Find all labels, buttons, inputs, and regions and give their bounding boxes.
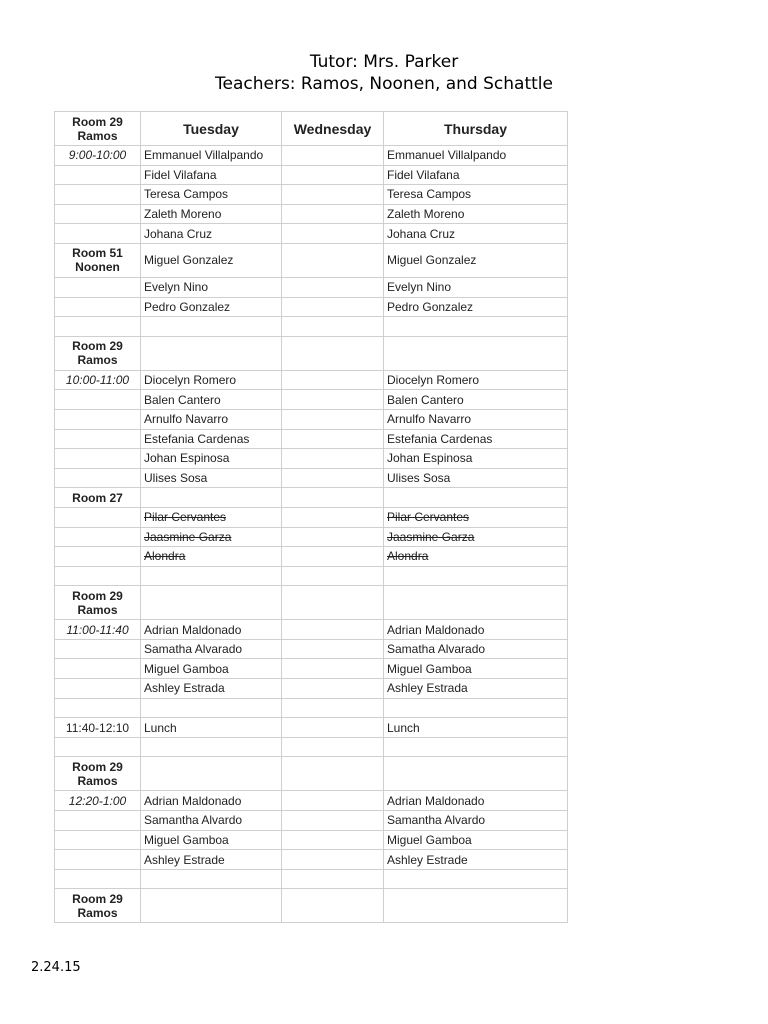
teachers-title: Teachers: Ramos, Noonen, and Schattle bbox=[215, 74, 553, 94]
thursday-cell: Evelyn Nino bbox=[384, 277, 568, 297]
thursday-cell: Lunch bbox=[384, 718, 568, 738]
tuesday-cell bbox=[141, 737, 282, 757]
row-label-cell bbox=[55, 869, 141, 889]
tuesday-cell: Alondra bbox=[141, 547, 282, 567]
thursday-cell: Diocelyn Romero bbox=[384, 370, 568, 390]
table-row bbox=[55, 185, 568, 205]
row-label-cell: 9:00-10:00 bbox=[55, 146, 141, 166]
thursday-cell: Estefania Cardenas bbox=[384, 429, 568, 449]
table-row bbox=[55, 679, 568, 699]
wednesday-cell bbox=[282, 639, 384, 659]
row-label-cell bbox=[55, 204, 141, 224]
row-label-cell bbox=[55, 507, 141, 527]
table-row bbox=[55, 146, 568, 166]
table-row bbox=[55, 336, 568, 370]
tuesday-cell: Johan Espinosa bbox=[141, 449, 282, 469]
tuesday-cell bbox=[141, 317, 282, 337]
wednesday-cell bbox=[282, 277, 384, 297]
wednesday-cell bbox=[282, 370, 384, 390]
tuesday-cell bbox=[141, 757, 282, 791]
row-label-cell bbox=[55, 185, 141, 205]
wednesday-cell bbox=[282, 586, 384, 620]
wednesday-cell bbox=[282, 336, 384, 370]
schedule-table bbox=[54, 111, 568, 923]
wednesday-cell bbox=[282, 468, 384, 488]
row-label-cell bbox=[55, 659, 141, 679]
row-label-cell bbox=[55, 566, 141, 586]
wednesday-cell bbox=[282, 429, 384, 449]
table-row bbox=[55, 830, 568, 850]
thursday-cell: Teresa Campos bbox=[384, 185, 568, 205]
day-header-thursday: Thursday bbox=[384, 112, 568, 146]
thursday-cell: Fidel Vilafana bbox=[384, 165, 568, 185]
tuesday-cell: Adrian Maldonado bbox=[141, 620, 282, 640]
tuesday-cell: Johana Cruz bbox=[141, 224, 282, 244]
wednesday-cell bbox=[282, 297, 384, 317]
row-label-cell bbox=[55, 317, 141, 337]
wednesday-cell bbox=[282, 165, 384, 185]
wednesday-cell bbox=[282, 449, 384, 469]
tuesday-cell: Fidel Vilafana bbox=[141, 165, 282, 185]
thursday-cell: Adrian Maldonado bbox=[384, 620, 568, 640]
wednesday-cell bbox=[282, 850, 384, 870]
table-row bbox=[55, 869, 568, 889]
thursday-cell: Samantha Alvardo bbox=[384, 811, 568, 831]
table-row bbox=[55, 737, 568, 757]
tuesday-cell: Ashley Estrade bbox=[141, 850, 282, 870]
row-label-cell bbox=[55, 390, 141, 410]
wednesday-cell bbox=[282, 146, 384, 166]
table-row bbox=[55, 429, 568, 449]
tuesday-cell: Arnulfo Navarro bbox=[141, 409, 282, 429]
wednesday-cell bbox=[282, 243, 384, 277]
thursday-cell bbox=[384, 757, 568, 791]
tuesday-cell: Pedro Gonzalez bbox=[141, 297, 282, 317]
table-row bbox=[55, 277, 568, 297]
wednesday-cell bbox=[282, 659, 384, 679]
table-row bbox=[55, 409, 568, 429]
row-label-cell: Room 27 bbox=[55, 488, 141, 508]
table-row bbox=[55, 165, 568, 185]
row-label-cell bbox=[55, 547, 141, 567]
wednesday-cell bbox=[282, 679, 384, 699]
thursday-cell: Miguel Gamboa bbox=[384, 830, 568, 850]
thursday-cell: Emmanuel Villalpando bbox=[384, 146, 568, 166]
table-row bbox=[55, 698, 568, 718]
row-label-cell bbox=[55, 830, 141, 850]
table-row bbox=[55, 566, 568, 586]
wednesday-cell bbox=[282, 698, 384, 718]
row-label-cell bbox=[55, 409, 141, 429]
table-row bbox=[55, 811, 568, 831]
table-row bbox=[55, 488, 568, 508]
tuesday-cell bbox=[141, 586, 282, 620]
row-label-cell bbox=[55, 429, 141, 449]
row-label-cell bbox=[55, 468, 141, 488]
row-label-cell: 11:00-11:40 bbox=[55, 620, 141, 640]
tuesday-cell bbox=[141, 698, 282, 718]
tuesday-cell bbox=[141, 336, 282, 370]
row-label-cell: 10:00-11:00 bbox=[55, 370, 141, 390]
row-label-cell bbox=[55, 527, 141, 547]
row-label-cell: 11:40-12:10 bbox=[55, 718, 141, 738]
table-row bbox=[55, 547, 568, 567]
thursday-cell: Alondra bbox=[384, 547, 568, 567]
tuesday-cell: Diocelyn Romero bbox=[141, 370, 282, 390]
day-header-tuesday: Tuesday bbox=[141, 112, 282, 146]
wednesday-cell bbox=[282, 566, 384, 586]
thursday-cell: Balen Cantero bbox=[384, 390, 568, 410]
table-row bbox=[55, 317, 568, 337]
tuesday-cell: Pilar Cervantes bbox=[141, 507, 282, 527]
row-label-cell bbox=[55, 811, 141, 831]
thursday-cell bbox=[384, 889, 568, 923]
thursday-cell bbox=[384, 566, 568, 586]
thursday-cell: Miguel Gamboa bbox=[384, 659, 568, 679]
wednesday-cell bbox=[282, 204, 384, 224]
table-row bbox=[55, 757, 568, 791]
thursday-cell: Ulises Sosa bbox=[384, 468, 568, 488]
tuesday-cell bbox=[141, 566, 282, 586]
tuesday-cell bbox=[141, 869, 282, 889]
day-header-wednesday: Wednesday bbox=[282, 112, 384, 146]
thursday-cell bbox=[384, 488, 568, 508]
table-row bbox=[55, 468, 568, 488]
thursday-cell: Arnulfo Navarro bbox=[384, 409, 568, 429]
thursday-cell: Samatha Alvarado bbox=[384, 639, 568, 659]
tuesday-cell: Evelyn Nino bbox=[141, 277, 282, 297]
wednesday-cell bbox=[282, 507, 384, 527]
row-label-cell bbox=[55, 449, 141, 469]
tuesday-cell: Lunch bbox=[141, 718, 282, 738]
tuesday-cell: Emmanuel Villalpando bbox=[141, 146, 282, 166]
wednesday-cell bbox=[282, 620, 384, 640]
wednesday-cell bbox=[282, 889, 384, 923]
row-label-cell: Room 29 Ramos bbox=[55, 757, 141, 791]
tuesday-cell: Ulises Sosa bbox=[141, 468, 282, 488]
wednesday-cell bbox=[282, 791, 384, 811]
thursday-cell bbox=[384, 869, 568, 889]
row-label-cell: 12:20-1:00 bbox=[55, 791, 141, 811]
thursday-cell bbox=[384, 698, 568, 718]
corner-room-label: Room 29 Ramos bbox=[55, 112, 141, 146]
table-row bbox=[55, 390, 568, 410]
table-row bbox=[55, 204, 568, 224]
wednesday-cell bbox=[282, 830, 384, 850]
tuesday-cell: Miguel Gonzalez bbox=[141, 243, 282, 277]
wednesday-cell bbox=[282, 224, 384, 244]
table-row bbox=[55, 620, 568, 640]
table-row bbox=[55, 527, 568, 547]
thursday-cell: Jaasmine Garza bbox=[384, 527, 568, 547]
table-row bbox=[55, 791, 568, 811]
table-row bbox=[55, 370, 568, 390]
thursday-cell: Johan Espinosa bbox=[384, 449, 568, 469]
tuesday-cell bbox=[141, 889, 282, 923]
tuesday-cell: Estefania Cardenas bbox=[141, 429, 282, 449]
wednesday-cell bbox=[282, 409, 384, 429]
tuesday-cell bbox=[141, 488, 282, 508]
thursday-cell: Zaleth Moreno bbox=[384, 204, 568, 224]
table-row bbox=[55, 639, 568, 659]
wednesday-cell bbox=[282, 757, 384, 791]
table-row bbox=[55, 297, 568, 317]
table-row bbox=[55, 449, 568, 469]
row-label-cell bbox=[55, 679, 141, 699]
thursday-cell: Johana Cruz bbox=[384, 224, 568, 244]
thursday-cell: Pilar Cervantes bbox=[384, 507, 568, 527]
table-row bbox=[55, 718, 568, 738]
table-row bbox=[55, 850, 568, 870]
tuesday-cell: Teresa Campos bbox=[141, 185, 282, 205]
wednesday-cell bbox=[282, 185, 384, 205]
tuesday-cell: Samatha Alvarado bbox=[141, 639, 282, 659]
wednesday-cell bbox=[282, 737, 384, 757]
thursday-cell bbox=[384, 317, 568, 337]
tutor-title: Tutor: Mrs. Parker bbox=[309, 52, 459, 72]
table-row bbox=[55, 659, 568, 679]
table-row bbox=[55, 243, 568, 277]
table-row bbox=[55, 507, 568, 527]
row-label-cell bbox=[55, 737, 141, 757]
row-label-cell bbox=[55, 850, 141, 870]
header-row bbox=[55, 112, 568, 146]
thursday-cell: Miguel Gonzalez bbox=[384, 243, 568, 277]
wednesday-cell bbox=[282, 317, 384, 337]
row-label-cell bbox=[55, 297, 141, 317]
row-label-cell bbox=[55, 639, 141, 659]
tuesday-cell: Jaasmine Garza bbox=[141, 527, 282, 547]
thursday-cell bbox=[384, 586, 568, 620]
row-label-cell: Room 51 Noonen bbox=[55, 243, 141, 277]
tuesday-cell: Zaleth Moreno bbox=[141, 204, 282, 224]
row-label-cell bbox=[55, 224, 141, 244]
tuesday-cell: Samantha Alvardo bbox=[141, 811, 282, 831]
thursday-cell bbox=[384, 737, 568, 757]
row-label-cell: Room 29 Ramos bbox=[55, 336, 141, 370]
table-row bbox=[55, 889, 568, 923]
row-label-cell: Room 29 Ramos bbox=[55, 586, 141, 620]
tuesday-cell: Ashley Estrada bbox=[141, 679, 282, 699]
wednesday-cell bbox=[282, 390, 384, 410]
wednesday-cell bbox=[282, 718, 384, 738]
row-label-cell bbox=[55, 165, 141, 185]
row-label-cell bbox=[55, 698, 141, 718]
row-label-cell: Room 29 Ramos bbox=[55, 889, 141, 923]
row-label-cell bbox=[55, 277, 141, 297]
tuesday-cell: Balen Cantero bbox=[141, 390, 282, 410]
wednesday-cell bbox=[282, 527, 384, 547]
tuesday-cell: Miguel Gamboa bbox=[141, 830, 282, 850]
wednesday-cell bbox=[282, 547, 384, 567]
thursday-cell bbox=[384, 336, 568, 370]
wednesday-cell bbox=[282, 488, 384, 508]
table-row bbox=[55, 224, 568, 244]
table-row bbox=[55, 586, 568, 620]
footer-date: 2.24.15 bbox=[31, 960, 81, 975]
thursday-cell: Adrian Maldonado bbox=[384, 791, 568, 811]
thursday-cell: Pedro Gonzalez bbox=[384, 297, 568, 317]
wednesday-cell bbox=[282, 869, 384, 889]
tuesday-cell: Miguel Gamboa bbox=[141, 659, 282, 679]
thursday-cell: Ashley Estrada bbox=[384, 679, 568, 699]
tuesday-cell: Adrian Maldonado bbox=[141, 791, 282, 811]
thursday-cell: Ashley Estrade bbox=[384, 850, 568, 870]
wednesday-cell bbox=[282, 811, 384, 831]
